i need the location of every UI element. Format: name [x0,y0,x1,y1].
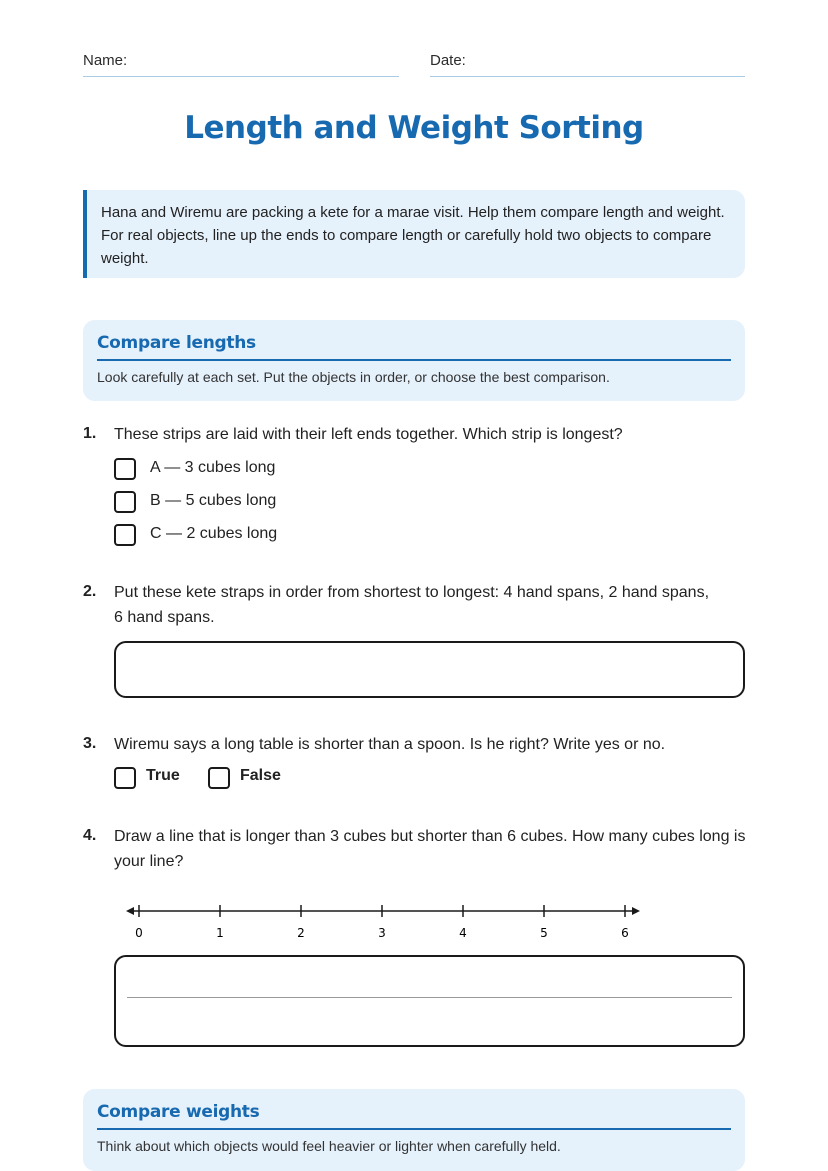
right-arrow-icon [632,907,640,915]
tick-label: 3 [378,926,386,940]
answer-box[interactable] [114,955,745,1047]
false-checkbox[interactable] [208,767,230,789]
option-c-checkbox[interactable] [114,524,136,546]
question-number: 3. [83,735,97,752]
question-text: Draw a line that is longer than 3 cubes but shorter than 6 cubes. How many cubes long is your line? [114,828,746,870]
name-label: Name: [83,52,128,69]
section-title: Compare weights [97,1102,731,1130]
writing-line [127,997,732,998]
tick-label: 6 [621,926,629,940]
tick-label: 1 [216,926,224,940]
tick-label: 2 [297,926,305,940]
answer-box[interactable] [114,641,745,698]
intro-text: Hana and Wiremu are packing a kete for a marae visit. Help them compare length and weight. For real objects, line up the ends to compare length or carefully hold two objects to compare weight. [101,204,725,267]
option-b-label: B — 5 cubes long [150,492,277,509]
question-text: Put these kete straps in order from shortest to longest: 4 hand spans, 2 hand spans, 6 hand spans. [114,584,710,626]
section-description: Look carefully at each set. Put the objects in order, or choose the best comparison. [97,369,610,385]
section-compare-weights [83,1089,745,1171]
intro-callout [83,190,745,278]
true-label: True [146,767,180,784]
tick-label: 0 [135,926,143,940]
date-label: Date: [430,52,466,69]
question-text: Wiremu says a long table is shorter than a spoon. Is he right? Write yes or no. [114,736,666,753]
question-number: 4. [83,827,97,844]
question-text: These strips are laid with their left ends together. Which strip is longest? [114,426,623,443]
option-a-checkbox[interactable] [114,458,136,480]
option-c-label: C — 2 cubes long [150,525,278,542]
left-arrow-icon [126,907,134,915]
date-field[interactable] [430,76,745,77]
number-line [120,900,650,948]
name-field[interactable] [83,76,399,77]
question-number: 2. [83,583,97,600]
true-checkbox[interactable] [114,767,136,789]
tick-label: 5 [540,926,548,940]
section-description: Think about which objects would feel heavier or lighter when carefully held. [97,1138,561,1154]
section-title: Compare lengths [97,333,731,361]
tick-label: 4 [459,926,467,940]
option-a-label: A — 3 cubes long [150,459,276,476]
question-number: 1. [83,425,97,442]
option-b-checkbox[interactable] [114,491,136,513]
page-title: Length and Weight Sorting [184,110,644,146]
false-label: False [240,767,281,784]
section-compare-lengths [83,320,745,401]
